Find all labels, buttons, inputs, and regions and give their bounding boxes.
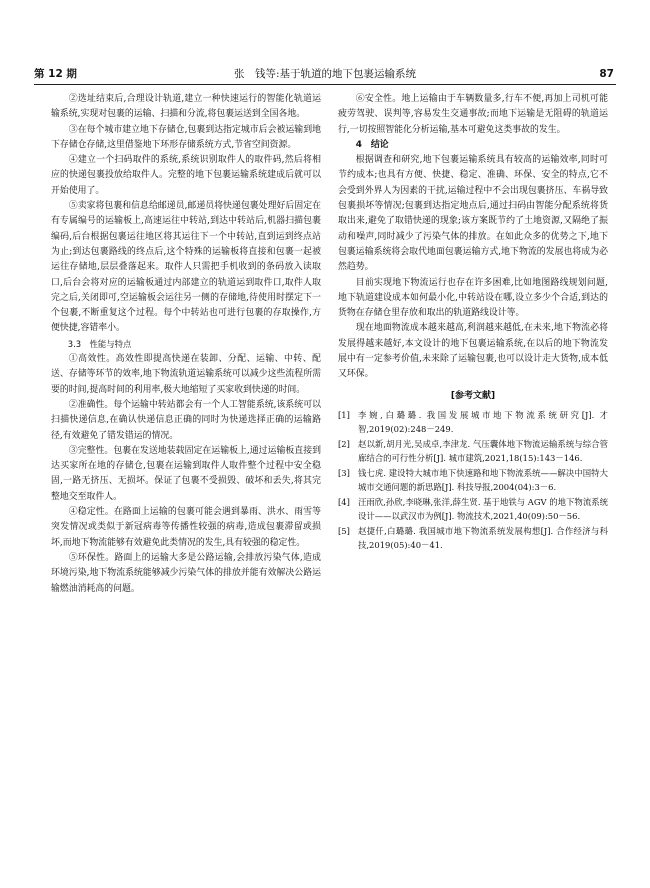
reference-text: 李婉,白璐璐. 我国发展城市地下物流系统研究[J]. 才智,2019(02):248－249. bbox=[358, 409, 608, 435]
body-paragraph: ②准确性。每个运输中转站都会有一个人工智能系统,该系统可以扫描快递信息,在确认快递信息正确的同时为快递选择正确的运输路径,有效避免了错发错运的情况。 bbox=[51, 399, 321, 441]
body-paragraph: 现在地面物流成本越来越高,利润越来越低,在未来,地下物流必将发展得越来越好,本文设计的地下包裹运输系统,在以后的地下物流发展中有一定参考价值,未来除了运输包裹,也可以设计走大货物,成本低又环保。 bbox=[338, 323, 608, 380]
body-paragraph: ③在每个城市建立地下存储仓,包裹到达指定城市后会被运输到地下存储仓存储,这里借鉴地下环形存储系统方式,节省空间资源。 bbox=[51, 124, 321, 150]
reference-item bbox=[338, 495, 608, 524]
reference-text: 汪雨欣,孙欣,李晓琳,张洋,薛生贤. 基于地铁与 AGV 的地下物流系统设计——以武汉市为例[J]. 物流技术,2021,40(09):50－56. bbox=[358, 496, 608, 522]
reference-text: 赵捷仟,白璐璐. 我国城市地下物流系统发展构想[J]. 合作经济与科技,2019(05):40－41. bbox=[358, 525, 608, 551]
reference-text: 钱七虎. 建设特大城市地下快速路和地下物流系统——解决中国特大城市交通问题的新思路[J]. 科技导报,2004(04):3－6. bbox=[358, 467, 608, 493]
references-title: [参考文献] bbox=[450, 390, 496, 401]
body-paragraph: ④稳定性。在路面上运输的包裹可能会遇到暴雨、洪水、雨雪等突发情况或类似于新冠病毒等传播性较强的病毒,造成包裹滞留或损坏,而地下物流能够有效避免此类情况的发生,具有较强的稳定性。 bbox=[51, 507, 321, 548]
body-paragraph: ④建立一个扫码取件的系统,系统识别取件人的取件码,然后将相应的快递包裹投放给取件人。完整的地下包裹运输系统建成后就可以开始使用了。 bbox=[51, 155, 321, 196]
page-number: 87 bbox=[599, 68, 614, 80]
body-paragraph: ②选址结束后,合理设计轨道,建立一种快速运行的智能化轨道运输系统,实现对包裹的运输、扫描和分流,将包裹运送到全国各地。 bbox=[51, 94, 321, 120]
section-title: 4 结论 bbox=[355, 139, 389, 150]
reference-item bbox=[338, 408, 608, 437]
body-paragraph: 目前实现地下物流运行也存在许多困难,比如地图路线规划问题,地下轨道建设成本如何最小化,中转站设在哪,设立多少个合适,到达的货物在存储仓里存放和取出的轨道路线设计等。 bbox=[338, 277, 608, 319]
left-column bbox=[51, 92, 321, 597]
reference-item bbox=[338, 524, 608, 553]
reference-number: [3] bbox=[338, 467, 350, 478]
running-title: 张 钱等:基于轨道的地下包裹运输系统 bbox=[233, 68, 417, 80]
body-paragraph: ⑤环保性。路面上的运输大多是公路运输,会排放污染气体,造成环境污染,地下物流系统能够减少污染气体的排放并能有效解决公路运输燃油消耗高的问题。 bbox=[51, 552, 321, 594]
header-rule bbox=[34, 84, 616, 85]
reference-number: [1] bbox=[338, 409, 350, 420]
body-paragraph: ③完整性。包裹在发送地装载固定在运输板上,通过运输板直接到达买家所在地的存储仓,包裹在运输到取件人取件整个过程中安全稳固,一路无挤压、无损坏。保证了包裹不受损毁、破坏和丢失,将其完整地交至取件人。 bbox=[51, 445, 321, 502]
body-paragraph: ⑥安全性。地上运输由于车辆数量多,行车不便,再加上司机可能疲劳驾驶、误判等,容易发生交通事故;而地下运输是无阻碍的轨道运行,一切按照智能化分析运输,基本可避免这类事故的发生。 bbox=[338, 94, 608, 135]
reference-item bbox=[338, 437, 608, 466]
body-paragraph: ①高效性。高效性即提高快递在装卸、分配、运输、中转、配送、存储等环节的效率,地下物流轨道运输系统可以减少这些流程所需要的时间,提高时间的利用率,极大地缩短了买家收到快递的时间。 bbox=[51, 354, 321, 395]
reference-item bbox=[338, 466, 608, 495]
right-column bbox=[338, 92, 608, 553]
reference-number: [5] bbox=[338, 525, 350, 536]
reference-number: [4] bbox=[338, 496, 350, 507]
body-paragraph: 根据调查和研究,地下包裹运输系统具有较高的运输效率,同时可节约成本;也具有方便、快捷、稳定、准确、环保、安全的特点,它不会受到外界人为因素的干扰,运输过程中不会出现包裹挤压、车祸导致包裹损坏等情况;包裹到达指定地点后,通过扫码由智能分配系统将货取出来,避免了取错快递的现象;该方案既节约了土地资源,又隔绝了振动和噪声,同时减少了污染气体的排放。在如此众多的优势之下,地下包裹运输系统将会取代地面包裹运输方式,地下物流的发展也将成为必然趋势。 bbox=[338, 155, 608, 273]
reference-text: 赵以新,胡月光,吴成卓,李津龙. 气压囊体地下物流运输系统与综合管廊结合的可行性分析[J]. 城市建筑,2021,18(15):143－146. bbox=[358, 438, 608, 464]
reference-number: [2] bbox=[338, 438, 350, 449]
issue-number: 第 12 期 bbox=[34, 68, 77, 80]
body-paragraph: ⑤卖家将包裹和信息给邮递员,邮递员将快递包裹处理好后固定在有专属编号的运输板上,高速运往中转站,到达中转站后,机器扫描包裹编码,后台根据包裹运往地区将其运往下一个中转站,直到运到终点站为止;到达包裹路线的终点后,这个特殊的运输板将直接和包裹一起被运往存储地,层层叠落起来。取件人只需把手机收到的条码放入读取口,后台会将对应的运输板通过内部建立的轨道运到取件口,取件人取完之后,关闭即可,空运输板会运往另一侧的存储地,待使用时摆定下一个包裹,不断重复这个过程。每个中转站也可进行包裹的存取操作,方便快捷,容错率小。 bbox=[51, 201, 321, 334]
subsection-title: 3.3 性能与特点 bbox=[67, 338, 132, 349]
running-header bbox=[28, 66, 622, 82]
